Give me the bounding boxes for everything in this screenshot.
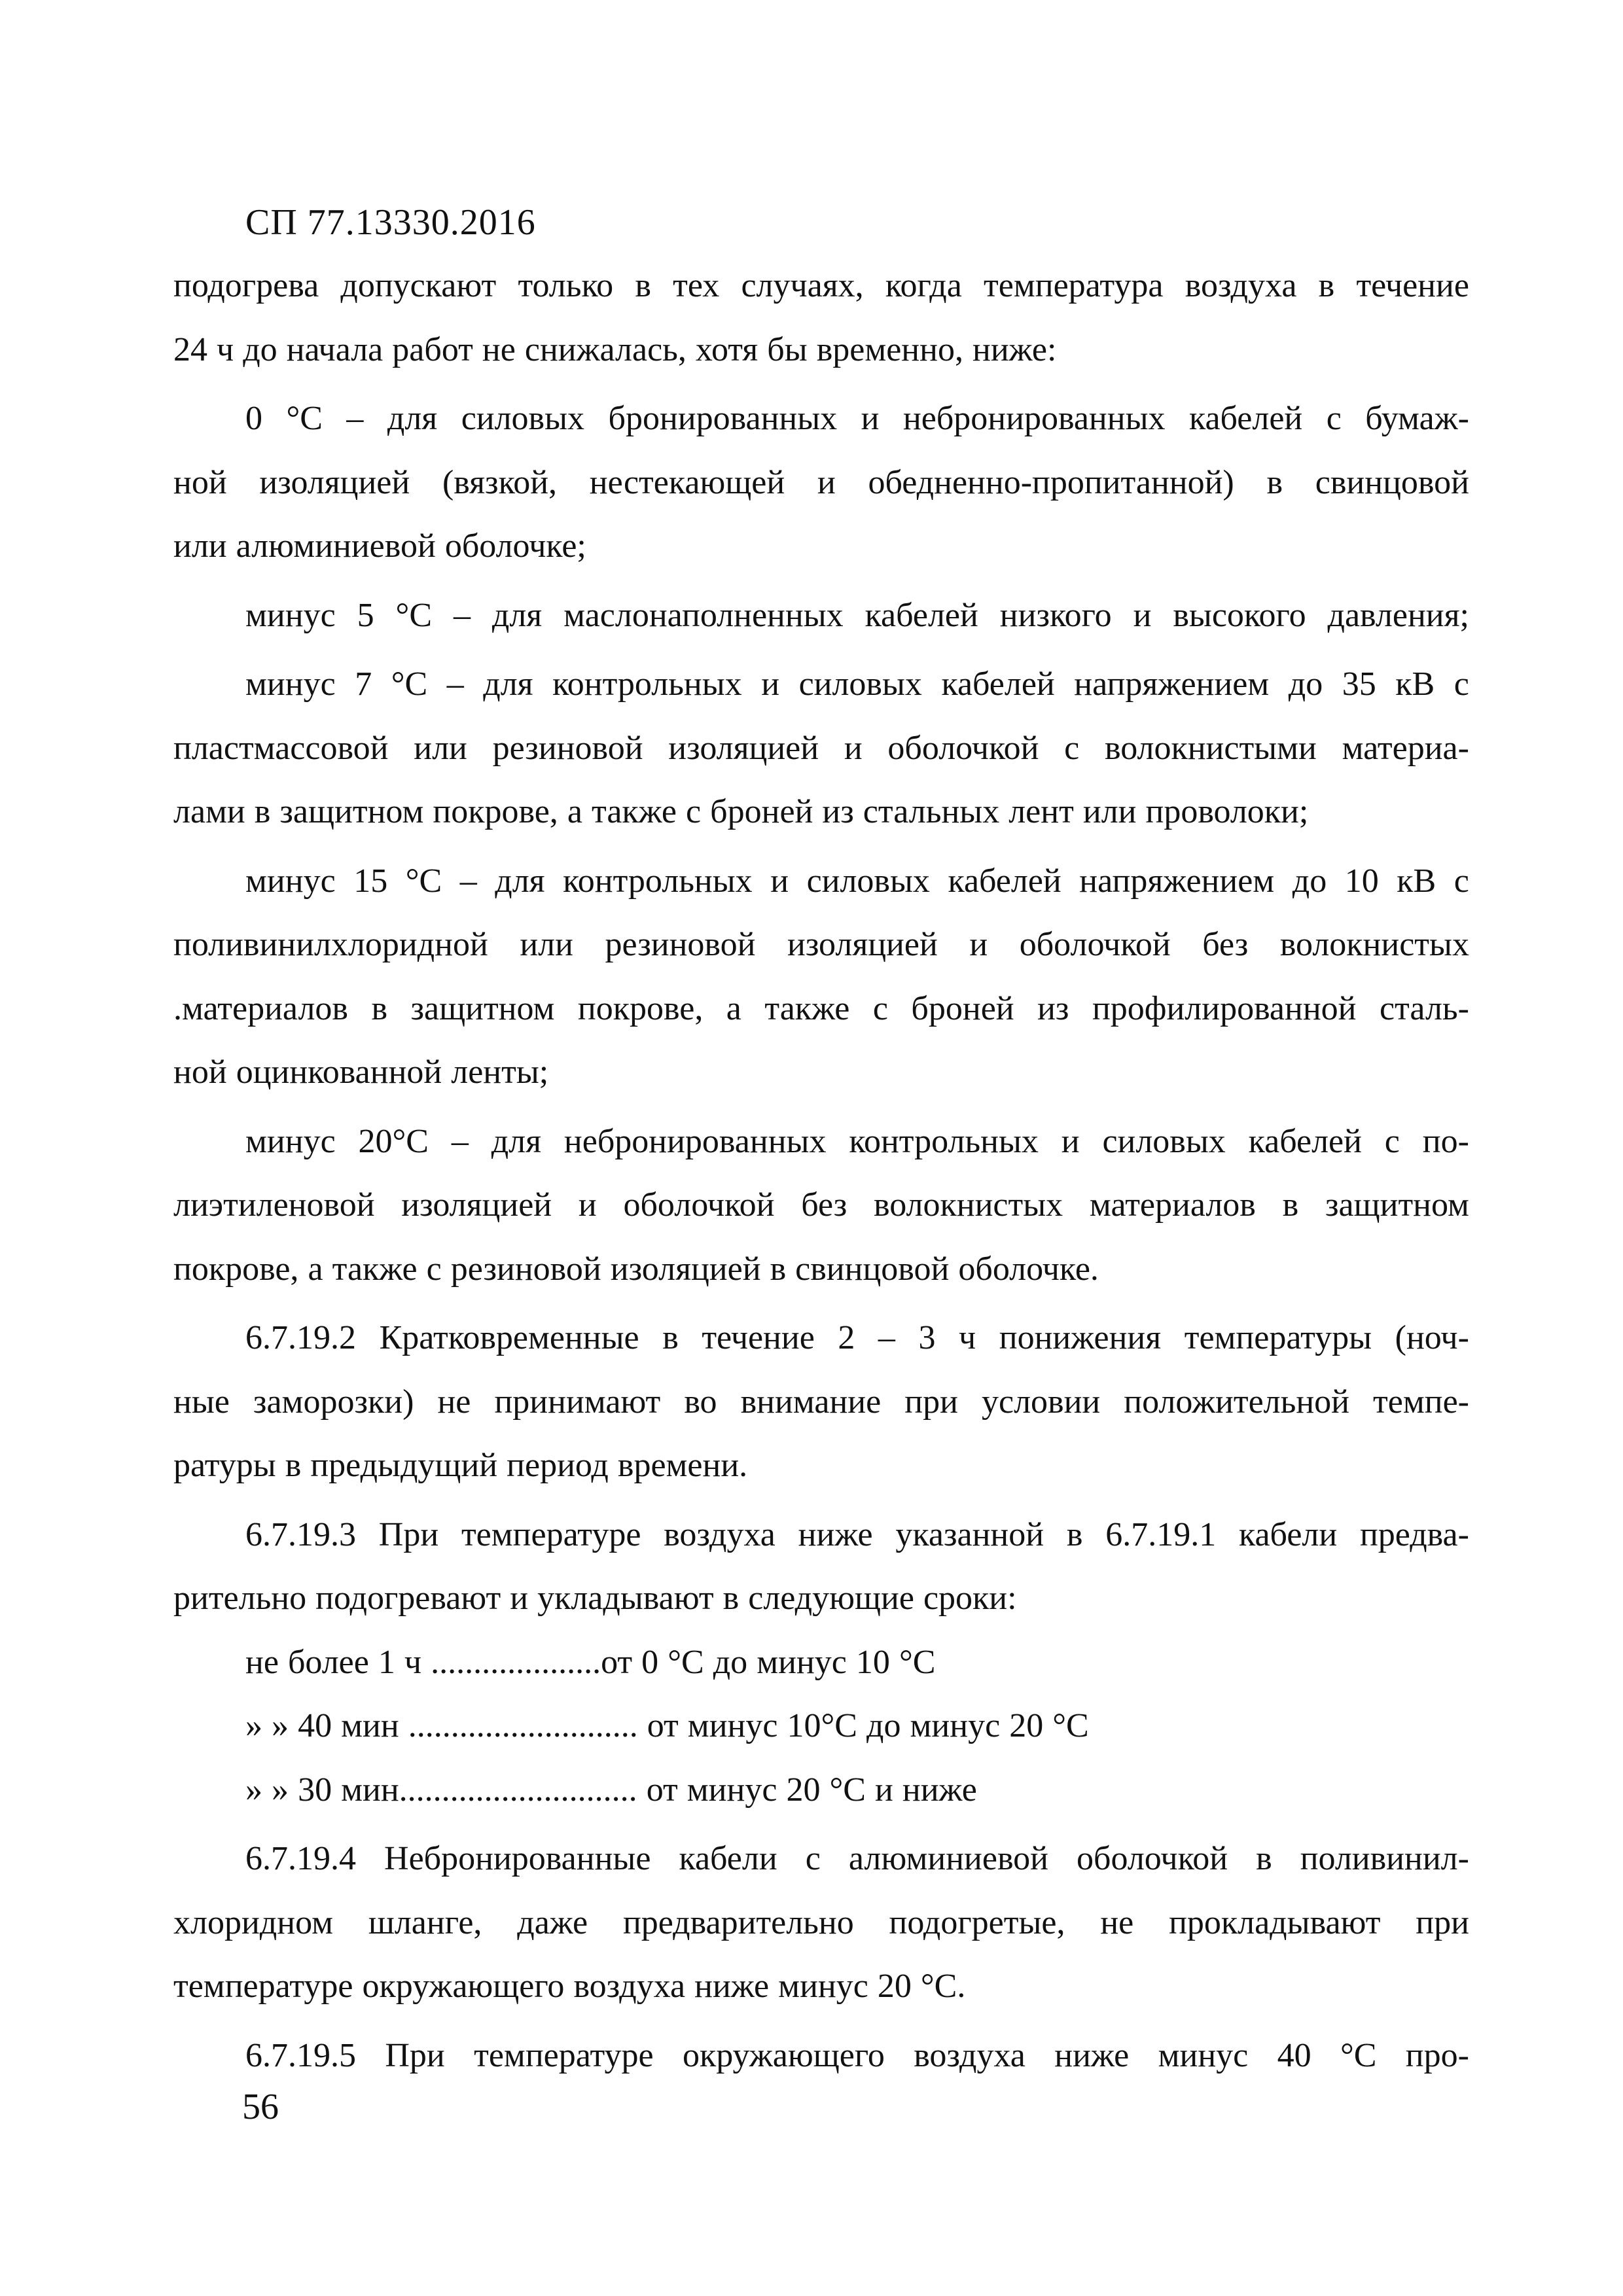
- text-line: минус 5 °С – для маслонаполненных кабелей низкого и высокого давления;: [245, 596, 1469, 634]
- text-line: покрове, а также с резиновой изоляцией в свинцовой оболочке.: [173, 1250, 1099, 1288]
- text-line: ной оцинкованной ленты;: [173, 1053, 549, 1091]
- text-line: пластмассовой или резиновой изоляцией и оболочкой с волокнистыми материа-: [173, 729, 1469, 767]
- text-line: минус 15 °С – для контрольных и силовых кабелей напряжением до 10 кВ с: [245, 862, 1469, 900]
- text-line: 6.7.19.2 Кратковременные в течение 2 – 3 ч понижения температуры (ноч-: [245, 1319, 1469, 1356]
- text-line: ратуры в предыдущий период времени.: [173, 1447, 748, 1484]
- text-line: подогрева допускают только в тех случаях, когда температура воздуха в течение: [173, 267, 1469, 304]
- text-line: 0 °С – для силовых бронированных и небронированных кабелей с бумаж-: [245, 400, 1469, 437]
- text-line: лами в защитном покрове, а также с броней из стальных лент или проволоки;: [173, 793, 1309, 830]
- text-line: лиэтиленовой изоляцией и оболочкой без волокнистых материалов в защитном: [173, 1186, 1469, 1224]
- text-line: поливинилхлоридной или резиновой изоляцией и оболочкой без волокнистых: [173, 926, 1469, 963]
- text-line: 6.7.19.5 При температуре окружающего воздуха ниже минус 40 °С про-: [245, 2036, 1469, 2074]
- text-line: рительно подогревают и укладывают в следующие сроки:: [173, 1580, 1017, 1617]
- text-line: 24 ч до начала работ не снижалась, хотя бы временно, ниже:: [173, 330, 1057, 368]
- text-line: минус 20°С – для небронированных контрольных и силовых кабелей с по-: [245, 1122, 1469, 1160]
- text-line: не более 1 ч ....................от 0 °С до минус 10 °С: [245, 1643, 936, 1681]
- text-line: хлоридном шланге, даже предварительно подогретые, не прокладывают при: [173, 1903, 1469, 1941]
- text-line: 6.7.19.3 При температуре воздуха ниже указанной в 6.7.19.1 кабели предва-: [245, 1515, 1469, 1553]
- text-line: минус 7 °С – для контрольных и силовых кабелей напряжением до 35 кВ с: [245, 665, 1469, 703]
- text-line: » » 30 мин............................ от минус 20 °С и ниже: [245, 1771, 977, 1809]
- document-code-header: СП 77.13330.2016: [245, 202, 536, 243]
- text-line: » » 40 мин ........................... от минус 10°С до минус 20 °С: [245, 1707, 1089, 1744]
- text-line: .материалов в защитном покрове, а также с броней из профилированной сталь-: [173, 989, 1469, 1027]
- text-line: температуре окружающего воздуха ниже минус 20 °С.: [173, 1968, 966, 2005]
- text-line: ные заморозки) не принимают во внимание при условии положительной темпе-: [173, 1383, 1469, 1421]
- text-line: ной изоляцией (вязкой, нестекающей и обедненно-пропитанной) в свинцовой: [173, 463, 1469, 501]
- document-body-text: [173, 254, 1469, 2087]
- page-number: 56: [242, 2087, 279, 2127]
- text-line: 6.7.19.4 Небронированные кабели с алюминиевой оболочкой в поливинил-: [245, 1840, 1469, 1877]
- text-line: или алюминиевой оболочке;: [173, 527, 586, 565]
